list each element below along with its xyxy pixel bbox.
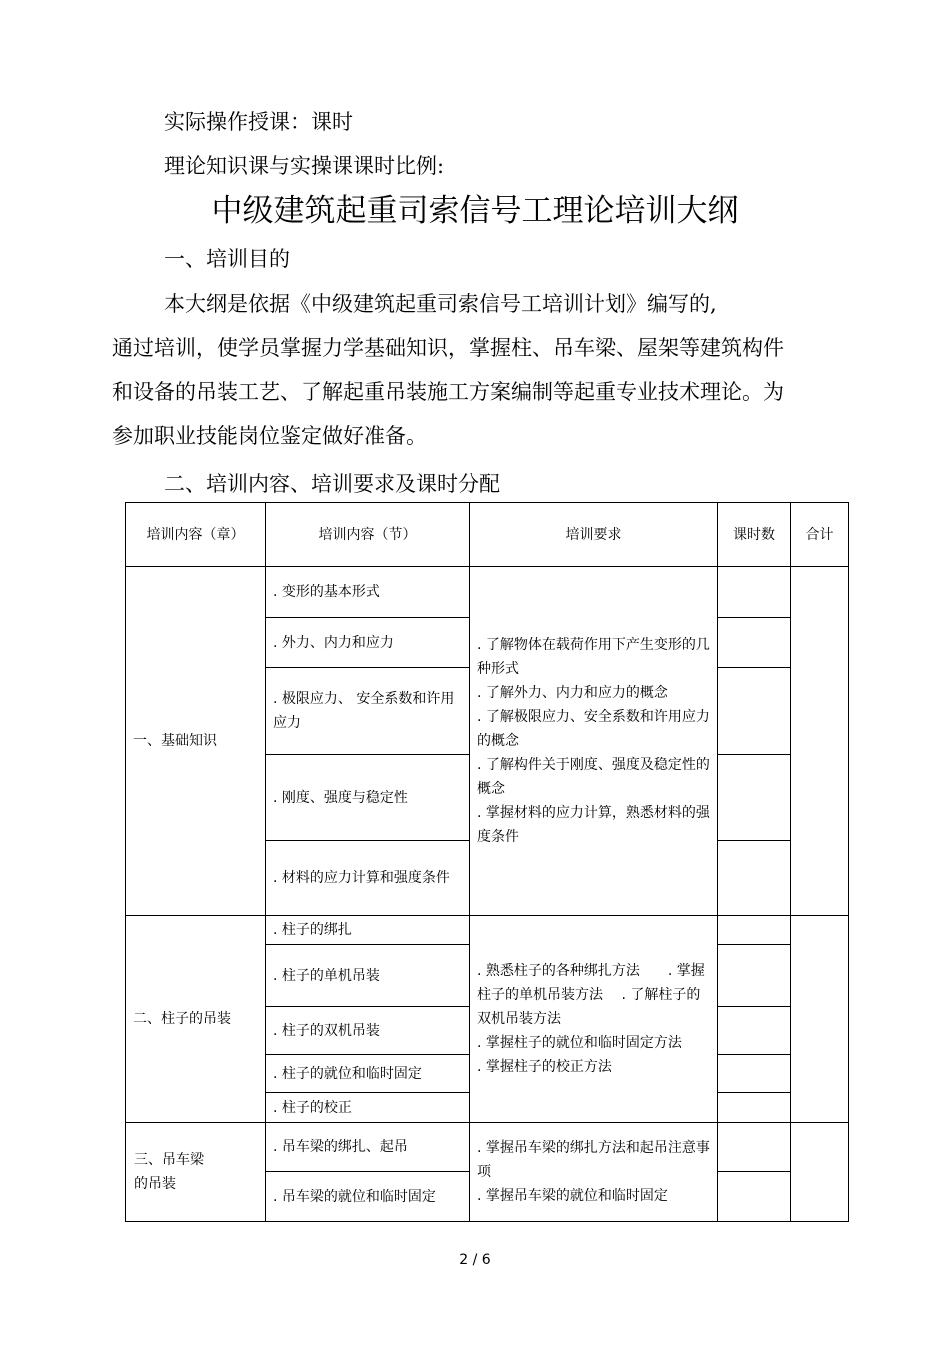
page-number: 2 / 6 [459,1252,491,1268]
requirement-item: . 了解极限应力、安全系数和许用应力的概念 [477,709,710,749]
hours-cell [718,1055,791,1093]
chapter-2-name: 二、柱子的吊装 [126,916,266,1123]
chapter-1-section-1: . 变形的基本形式 [266,567,470,618]
requirement-item: . 掌握柱子的校正方法 [477,1059,612,1075]
hours-cell [718,567,791,618]
chapter-2-section-3: . 柱子的双机吊装 [266,1007,470,1055]
hours-cell [718,841,791,916]
requirement-item: . 了解构件关于刚度、强度及稳定性的概念 [477,757,710,797]
chapter-2-section-5: . 柱子的校正 [266,1093,470,1123]
hours-ratio-line: 理论知识课与实操课课时比例: [164,154,445,178]
chapter-3-section-1: . 吊车梁的绑扎、起吊 [266,1123,470,1172]
hours-cell [718,945,791,1007]
requirement-item: . 掌握吊车梁的绑扎方法和起吊注意事项 [477,1140,710,1180]
requirement-item: . 了解外力、内力和应力的概念 [477,685,668,701]
total-cell [791,567,849,916]
table-header-row [126,503,849,567]
chapter-2-requirements [470,916,718,1123]
chapter-3-section-2: . 吊车梁的就位和临时固定 [266,1172,470,1222]
hours-cell [718,668,791,755]
hours-cell [718,1123,791,1172]
requirement-item: . 掌握吊车梁的就位和临时固定 [477,1188,668,1204]
section1-heading: 一、培训目的 [164,247,290,271]
training-table [125,502,849,1222]
requirement-item: . 掌握材料的应力计算，熟悉材料的强度条件 [477,805,710,845]
hours-cell [718,1007,791,1055]
total-cell [791,1123,849,1222]
section1-paragraph-body: 通过培训，使学员掌握力学基础知识，掌握柱、吊车梁、屋架等建筑构件和设备的吊装工艺、了解起重吊装施工方案编制等起重专业技术理论。为参加职业技能岗位鉴定做好准备。 [112,336,784,448]
header-total: 合计 [791,503,849,567]
requirement-item: . 了解物体在载荷作用下产生变形的几种形式 [477,637,710,677]
chapter-2-section-4: . 柱子的就位和临时固定 [266,1055,470,1093]
chapter-2-section-2: . 柱子的单机吊装 [266,945,470,1007]
course-hours-line: 实际操作授课：课时 [164,110,353,134]
chapter-3-name: 三、吊车梁 的吊装 [126,1123,266,1222]
chapter-1-section-2: . 外力、内力和应力 [266,618,470,668]
chapter-1-name: 一、基础知识 [126,567,266,916]
header-hours: 课时数 [718,503,791,567]
header-chapter: 培训内容（章） [126,503,266,567]
chapter-3-requirements [470,1123,718,1222]
hours-cell [718,618,791,668]
table-row [126,1123,849,1172]
table-row [126,567,849,618]
chapter-1-section-3: . 极限应力、 安全系数和许用应力 [266,668,470,755]
chapter-1-requirements [470,567,718,916]
header-requirement: 培训要求 [470,503,718,567]
header-section: 培训内容（节） [266,503,470,567]
table-row [126,916,849,945]
hours-cell [718,1172,791,1222]
total-cell [791,916,849,1123]
hours-cell [718,755,791,841]
chapter-1-section-5: . 材料的应力计算和强度条件 [266,841,470,916]
section1-paragraph-first-line: 本大纲是依据《中级建筑起重司索信号工培训计划》编写的, [164,292,717,316]
hours-cell [718,916,791,945]
requirement-item: . 熟悉柱子的各种绑扎方法 . 掌握柱子的单机吊装方法 . 了解柱子的双机吊装方法 [477,963,705,1027]
document-title: 中级建筑起重司索信号工理论培训大纲 [211,193,739,229]
requirement-item: . 掌握柱子的就位和临时固定方法 [477,1035,682,1051]
hours-cell [718,1093,791,1123]
chapter-2-section-1: . 柱子的绑扎 [266,916,470,945]
chapter-1-section-4: . 刚度、强度与稳定性 [266,755,470,841]
section1-paragraph [112,282,802,458]
section2-heading: 二、培训内容、培训要求及课时分配 [164,472,500,496]
